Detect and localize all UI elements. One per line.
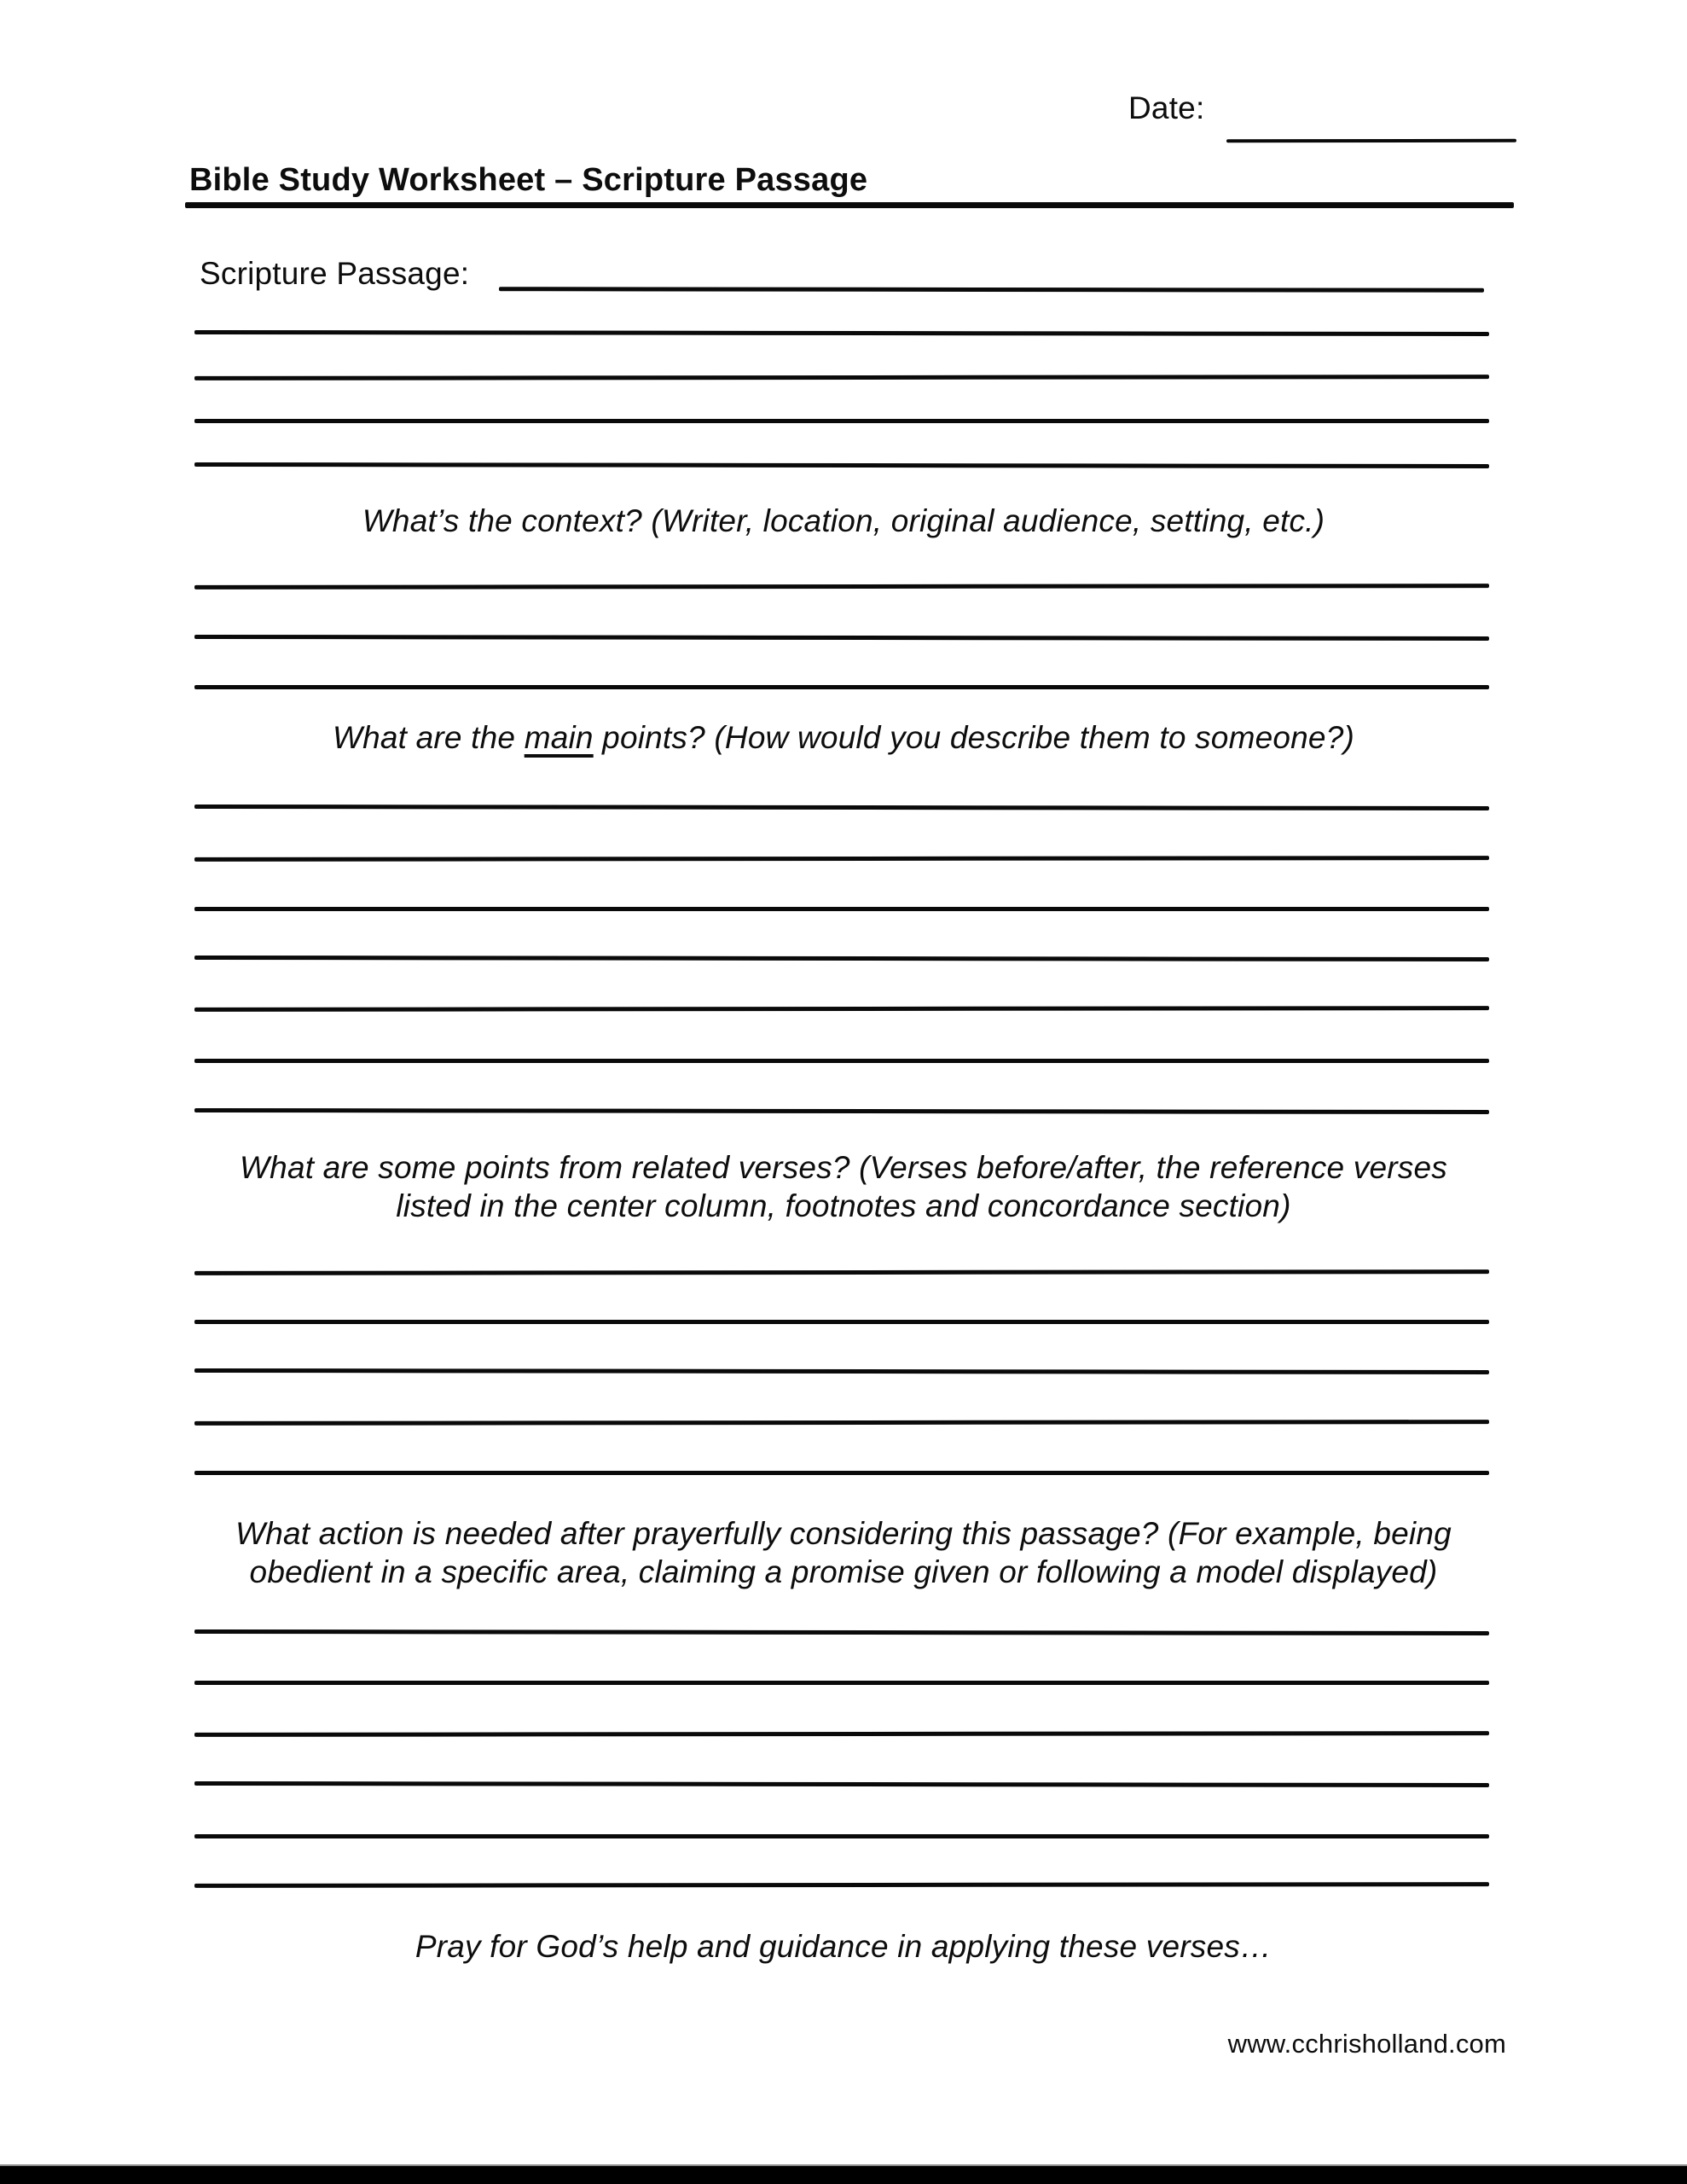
scripture-passage-blank-line [499,287,1484,293]
writing-line [194,1368,1489,1374]
writing-line [194,1420,1489,1426]
writing-line [194,1269,1489,1275]
prayer-note: Pray for God’s help and guidance in applying these verses… [415,1929,1272,1964]
writing-line [194,1059,1489,1063]
writing-line [194,956,1489,961]
scripture-passage-label: Scripture Passage: [200,256,470,291]
title-rule [185,202,1514,208]
writing-line [194,1834,1489,1838]
writing-line [194,1108,1489,1114]
question-action-line2: obedient in a specific area, claiming a promise given or following a model displayed) [249,1554,1438,1589]
date-blank-line [1226,139,1516,142]
writing-line [194,462,1489,468]
question-action [119,1514,1568,1591]
writing-line [194,330,1489,336]
writing-line [194,1006,1489,1012]
question-main-points-prefix: What are the [332,720,525,755]
footer-url: www.cchrisholland.com [1227,2029,1506,2059]
question-related-verses-line1: What are some points from related verses? (Verses before/after, the reference verses [240,1150,1447,1185]
question-related-verses [119,1148,1568,1225]
writing-line [194,375,1489,380]
writing-line [194,1471,1489,1475]
writing-line [194,584,1489,590]
writing-line [194,804,1489,810]
question-main-points-suffix: points? (How would you describe them to someone?) [593,720,1354,755]
worksheet-title: Bible Study Worksheet – Scripture Passage [189,162,868,198]
scan-artifact-bar [0,2164,1687,2184]
writing-line [194,1629,1489,1635]
question-main-points [119,718,1568,757]
writing-line [194,1731,1489,1737]
date-label: Date: [1128,90,1205,125]
writing-line [194,1320,1489,1324]
writing-line [194,635,1489,641]
writing-line [194,685,1489,689]
writing-line [194,1882,1489,1888]
writing-line [194,1681,1489,1685]
main-underlined-word: main [524,720,594,755]
question-context: What’s the context? (Writer, location, original audience, setting, etc.) [362,503,1325,538]
writing-line [194,1781,1489,1787]
writing-line [194,419,1489,423]
writing-line [194,856,1489,862]
question-related-verses-line2: listed in the center column, footnotes and concordance section) [396,1188,1291,1223]
writing-line [194,907,1489,911]
question-action-line1: What action is needed after prayerfully considering this passage? (For example, being [235,1516,1452,1551]
